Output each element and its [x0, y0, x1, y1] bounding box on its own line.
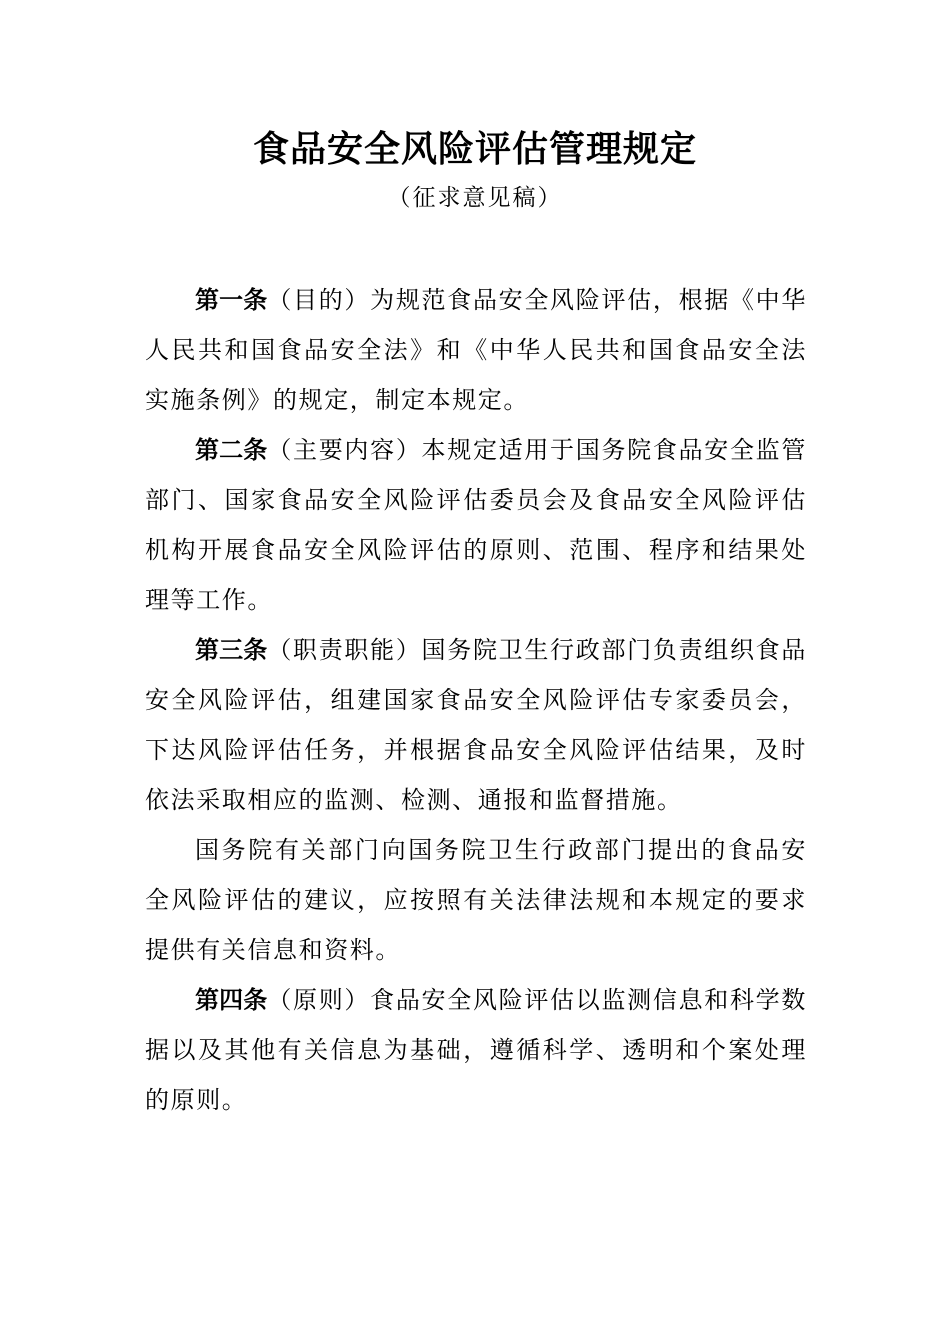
article-2-text: （主要内容）本规定适用于国务院食品安全监管部门、国家食品安全风险评估委员会及食品安全风险评估机构开展食品安全风险评估的原则、范围、程序和结果处理等工作。 — [145, 436, 807, 614]
document-title: 食品安全风险评估管理规定 — [252, 129, 697, 170]
article-4-heading: 第四条 — [195, 986, 268, 1014]
article-2 — [145, 425, 807, 625]
article-3 — [145, 625, 807, 825]
article-3-continuation-text: 国务院有关部门向国务院卫生行政部门提出的食品安全风险评估的建议，应按照有关法律法规和本规定的要求提供有关信息和资料。 — [145, 836, 807, 964]
article-4-text: （原则）食品安全风险评估以监测信息和科学数据以及其他有关信息为基础，遵循科学、透明和个案处理的原则。 — [145, 986, 807, 1114]
document-body — [145, 275, 807, 1125]
article-2-heading: 第二条 — [195, 436, 268, 464]
article-4 — [145, 975, 807, 1125]
article-3-heading: 第三条 — [195, 636, 268, 664]
document-subtitle: （征求意见稿） — [387, 185, 563, 211]
article-1 — [145, 275, 807, 425]
article-3-text: （职责职能）国务院卫生行政部门负责组织食品安全风险评估，组建国家食品安全风险评估专家委员会，下达风险评估任务，并根据食品安全风险评估结果，及时依法采取相应的监测、检测、通报和监督措施。 — [145, 636, 807, 814]
article-1-text: （目的）为规范食品安全风险评估，根据《中华人民共和国食品安全法》和《中华人民共和国食品安全法实施条例》的规定，制定本规定。 — [145, 286, 807, 414]
article-3-continuation — [145, 825, 807, 975]
article-1-heading: 第一条 — [195, 286, 268, 314]
